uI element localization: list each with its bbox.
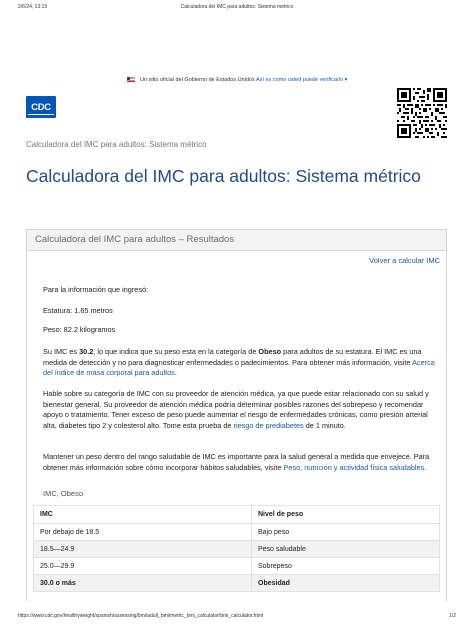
print-doc-title: Calculadora del IMC para adultos: Sistema métrico xyxy=(180,4,294,10)
card-header: Calculadora del IMC para adultos – Resultados xyxy=(27,230,446,251)
table-cell: 25.0—29.9 xyxy=(34,558,252,575)
chevron-down-icon: ▾ xyxy=(344,77,348,83)
info-weight: Peso: 82.2 kilogramos xyxy=(43,325,116,334)
page-title: Calculadora del IMC para adultos: Sistema métrico xyxy=(26,166,421,186)
table-row xyxy=(34,558,440,575)
gov-banner-text: Un sitio oficial del Gobierno de Estados Unidos xyxy=(140,77,255,83)
table-header-row xyxy=(34,506,440,524)
health-paragraph: Hable sobre su categoría de IMC con su proveedor de atención médica, ya que puede estar relacionado con su salud y bienestar general. Su proveedor de atención médica podría determinar posibles razones del sobrepeso y recomendar apoyo o tratamiento. Tener exceso de peso puede aumentar el riesgo de enfermedades crónicas, como presión arterial alta, diabetes tipo 2 y colesterol alto. Tome esta prueba de riesgo de prediabetes de 1 minuto. xyxy=(43,389,429,430)
table-cell: Por debajo de 18.5 xyxy=(34,524,252,541)
cdc-logo[interactable]: CDC xyxy=(26,96,56,118)
table-cell: Peso saludable xyxy=(252,541,440,558)
table-cell: 30.0 o más xyxy=(34,575,252,592)
table-cell: Bajo peso xyxy=(252,524,440,541)
bmi-category: Obeso xyxy=(258,347,282,356)
bmi-value: 30.2 xyxy=(79,347,94,356)
gov-banner xyxy=(0,77,474,83)
bmi-result-paragraph: Su IMC es 30.2, lo que indica que su peso esta en la categoría de Obeso para adultos de su estatura. El IMC es una medida de detección y no para diagnosticar enfermedades o padecimientos. Para obtener más información, visite Acerca del índice de masa corporal para adultos. xyxy=(43,347,435,377)
breadcrumb[interactable]: Calculadora del IMC para adultos: Sistema métrico xyxy=(26,140,207,149)
info-height: Estatura: 1.65 metros xyxy=(43,306,113,315)
info-intro: Para la información que ingresó: xyxy=(43,285,149,294)
about-bmi-link[interactable]: Acerca del índice de masa corporal para adultos xyxy=(43,357,435,377)
bmi-table xyxy=(33,505,440,592)
table-cell: Sobrepeso xyxy=(252,558,440,575)
healthy-weight-paragraph: Mantener un peso dentro del rango saludable de IMC es importante para la salud general a medida que envejece. Para obtener más información sobre cómo incorporar hábitos saludables, visite Peso, nutrición y actividad física saludables. xyxy=(43,452,430,472)
print-page-number: 1/2 xyxy=(449,613,456,619)
qr-code-icon xyxy=(397,88,447,138)
table-caption: IMC, Obeso xyxy=(43,489,84,498)
table-row xyxy=(34,524,440,541)
table-cell: Obesidad xyxy=(252,575,440,592)
prediabetes-risk-link[interactable]: riesgo de prediabetes xyxy=(233,420,304,430)
column-header-weight-level: Nivel de peso xyxy=(252,506,440,524)
gov-verify-link[interactable]: Así es como usted puede verificarlo ▾ xyxy=(255,77,348,83)
recalculate-bmi-link[interactable]: Volver a calcular IMC xyxy=(369,256,440,265)
results-card xyxy=(26,229,447,601)
table-cell: 18.5—24.9 xyxy=(34,541,252,558)
us-flag-icon xyxy=(127,77,135,82)
healthy-weight-link[interactable]: Peso, nutrición y actividad física saludables xyxy=(283,462,425,472)
print-url: https://www.cdc.gov/healthyweight/spanish/assessing/bmi/adult_bmi/metric_bmi_calculator/bmi_calculator.html xyxy=(18,613,264,619)
table-row-highlighted xyxy=(34,575,440,592)
column-header-bmi: IMC xyxy=(34,506,252,524)
print-datetime: 2/6/24, 13:19 xyxy=(18,4,48,10)
table-row xyxy=(34,541,440,558)
